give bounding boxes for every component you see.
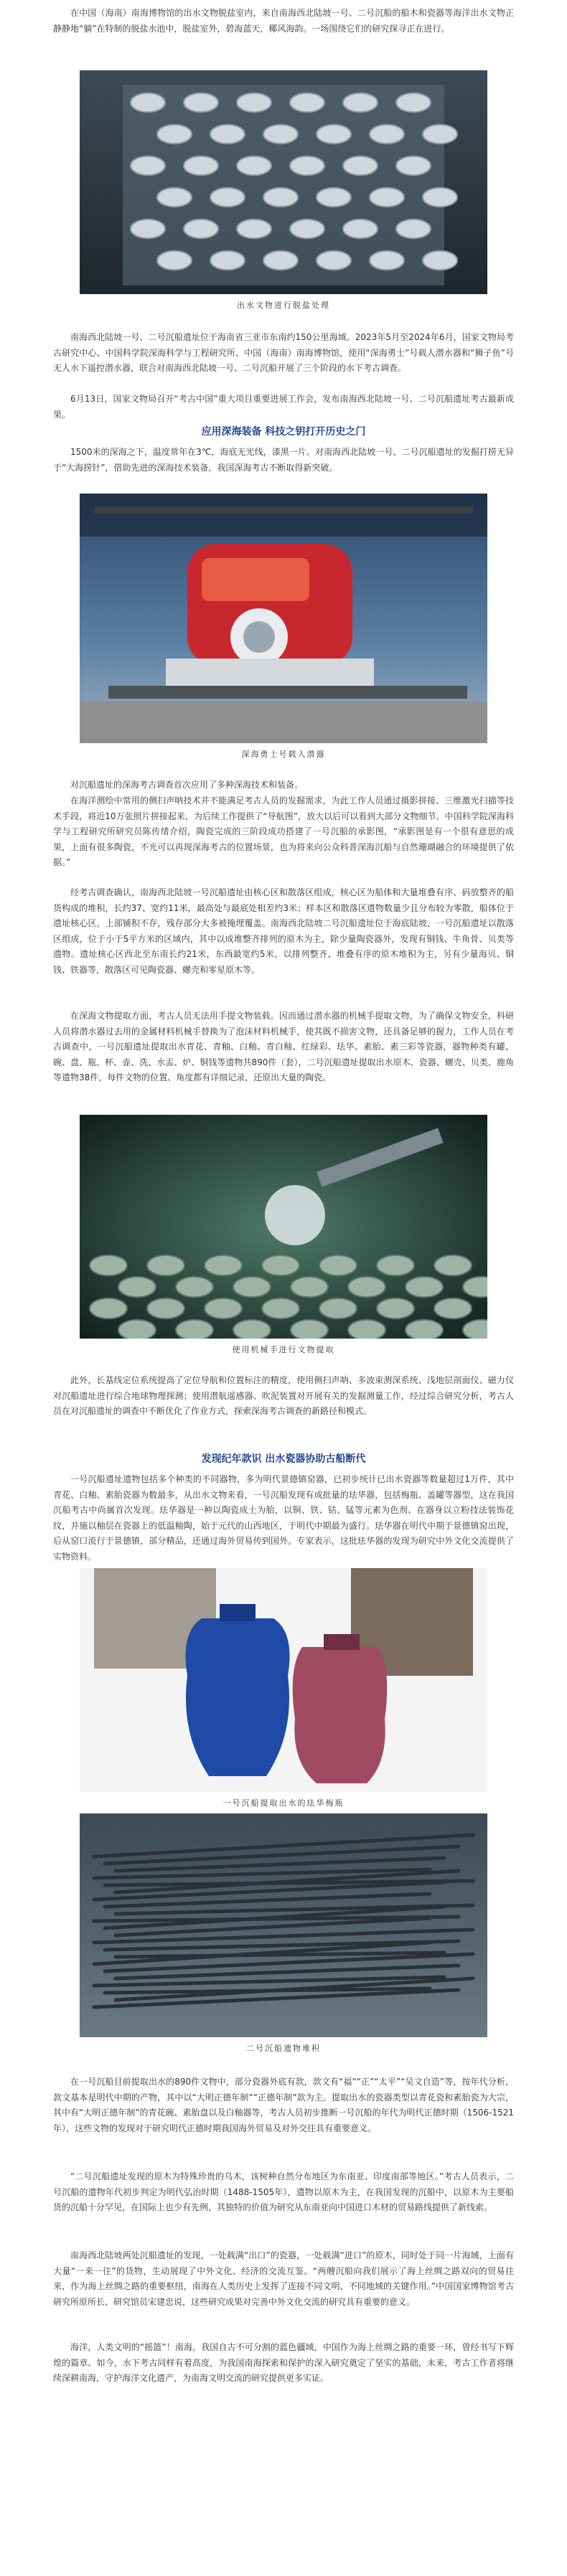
paragraph-conclusion: 海洋，人类文明的“摇篮”！南海，我国自古不可分割的蓝色疆域，中国作为海上丝绸之路的重要一环，曾经书写下辉煌的篇章。如今，水下考古同样有着高度，为我国南海探索和保护的深入研究奠定了坚实的基础，未来，考古工作者将继续深耕南海，守护海洋文化遗产，为南海文明交流的研究提供更多实证。 [53, 2342, 514, 2384]
paragraph-survey-methods: 此外，长基线定位系统提高了定位导航和位置标注的精度，使用侧扫声呐、多波束测深系统、浅地层剖面仪、磁力仪对沉船遗址进行综合地球物理探测；使用潜航遥感器、吹泥装置对开展有关的发掘测量工作，经过综合研究分析，考古人员在对沉船遗址的调查中不断优化了作业方式，探索深海考古调查的新路径和模式。 [53, 1375, 514, 1417]
paragraph-trade-exchange: 南海西北陆坡两处沉船遗址的发现，一处载满“出口”的瓷器，一处载满“进口”的原木，同时处于同一片海域，上面有大量“一来一往”的货物，生动展现了中外文化、经济的交流互鉴。“两艘沉船向我们展示了海上丝绸之路双向的贸易往来，作为海上丝绸之路的重要枢纽，南海在人类历史上发挥了连接不同文明、不同地域的关键作用。”中国国家博物馆考古研究所原所长、研究馆员宋建忠说，这些研究成果对完善中外文化交流的研究具有重要的意义。 [53, 2250, 514, 2307]
paragraph-intro: 在中国（海南）南海博物馆的出水文物脱盐室内，来自南海西北陆坡一号、二号沉船的船木和瓷器等海洋出水文物正静静地“躺”在特制的脱盐水池中，脱盐室外，碧海蓝天，椰风海韵。一场围绕它们的研究探寻正在进行。 [53, 8, 514, 34]
submersible-photo [80, 494, 487, 743]
caption-submersible: 深海勇士号载人潜器 [241, 750, 326, 759]
paragraph-fahua-ware: 一号沉船遗址遗物包括多个种类的不同器物，多为明代景德镇窑器，已初步统计已出水瓷器等数量超过1万件，其中青花、白釉、素胎瓷器为数最多，从出水文物来看，一号沉船发现有成批量的珐华器，包括梅瓶、盖罐等器型，这在我国沉船考古中尚属首次发现。珐华器是一种以陶瓷成土为胎，以铜、铁、钴、锰等元素为色剂、在器身以立粉技法装饰花纹，并施以釉层在瓷器上的低温釉陶，始于元代的山西地区，于明代中期最为盛行。珐华器在明代中期于景德镇窑出现，后从窑口流行于景德镇，部分精品，还通过海外贸易传到国外。专家表示，这批珐华器的发现为研究中外文化交流提供了实物资料。 [53, 1474, 514, 1562]
robotic-arm-image [80, 1115, 487, 1339]
caption-timber-pile: 二号沉船遗物堆积 [246, 2044, 321, 2053]
section-heading-deep-sea-equipment: 应用深海装备 科技之钥打开历史之门 [201, 426, 366, 438]
submersible-image [80, 494, 487, 743]
paragraph-site-location: 南海西北陆坡一号、二号沉船遗址位于海南省三亚市东南约150公里海域。2023年5月至2024年6月，国家文物局考古研究中心、中国科学院深海科学与工程研究所、中国（海南）南海博物馆，使用“深海勇士”号载人潜水器和“狮子鱼”号无人水下遥控潜水器，联合对南海西北陆坡一号、二号沉船开展了三个阶段的水下考古调查。 [53, 332, 514, 374]
robotic-arm-seabed-photo [80, 1115, 487, 1339]
paragraph-ebony-timber: “二号沉船遗址发现的原木为特殊珍贵的乌木，该树种自然分布地区为东南亚、印度南部等地区。”考古人员表示，二号沉船的遗物年代初步判定为明代弘治时期（1488-1505年），遗物以原木为主，在我国发现的沉船中，以原木为主要船货的沉船十分罕见，在国际上也少有先例，其独特的价值为研究从东南亚向中国进口木材的贸易路线提供了新线索。 [53, 2171, 514, 2213]
paragraph-inscriptions: 在一号沉船目前提取出水的890件文物中，部分瓷器外底有款，款文有“福”“正”“太平”“吴文自造”等，按年代分析，款文基本是明代中期的产物，其中以“大明正德年制”“正德年制”款为主。提取出水的瓷器类型以青花瓷和素胎瓷为大宗，其中有“大明正德年制”的青花碗、素胎盘以及白釉器等，考古人员初步推断一号沉船的年代为明代正德时期（1506-1521年），这些文物的发现对于研究明代正德时期我国海外贸易及对外交往具有重要意义。 [53, 2077, 514, 2133]
paragraph-announcement: 6月13日，国家文物局召开“考古中国”重大项目重要进展工作会，发布南海西北陆坡一号、二号沉船遗址考古最新成果。 [53, 394, 514, 420]
caption-desalination: 出水文物进行脱盐处理 [237, 301, 330, 310]
section-heading-dating: 发现纪年款识 出水瓷器协助古船断代 [201, 1453, 366, 1465]
desalination-tank-image [80, 70, 487, 294]
desalination-tank-photo [80, 70, 487, 294]
caption-fahua-vase: 一号沉船提取出水的珐华梅瓶 [222, 1798, 345, 1808]
timber-pile-image [80, 1813, 487, 2037]
paragraph-deep-sea: 1500米的深海之下，温度常年在3℃，海底无光线，漆黑一片。对南海西北陆坡一号、二号沉船遗址的发掘打捞无异于“大海捞针”，借助先进的深海技术装备，我国深海考古不断取得新突破。 [53, 447, 514, 473]
paragraph-site-composition: 经考古调查确认，南海西北陆坡一号沉船遗址由核心区和散落区组成，核心区为船体和大量堆叠有序、码放整齐的船货构成的堆积，长约37、宽约11米，最高处与最底处相差约3米；样本区和散落区遗物数量少且分布较为零散，船体位于遗址核心区，上部铺积不存，残存部分大多被掩埋覆盖。南海西北陆坡二号沉船遗址位于海底陆坡，一号沉船遗址以散落区组成，位于小于5平方米的区域内，其中以成堆整齐排列的原木为主，除少量陶瓷器外，发现有铜钱、牛角骨、贝类等遗物。遗址核心区西北至东南长约21米，东西最宽约5米，以排列整齐、堆叠有序的原木堆积为主，另有少量海贝、铜钱、铁器等，散落区可见陶瓷器、螺壳和零星原木等。 [53, 887, 514, 975]
fahua-vases-photo [80, 1568, 487, 1792]
timber-pile-seabed-photo [80, 1813, 487, 2037]
paragraph-technology: 对沉船遗址的深海考古调查首次应用了多种深海技术和装备。 [70, 780, 304, 790]
paragraph-photo-mosaic: 在海洋测绘中常用的侧扫声呐技术并不能满足考古人员的发掘需求，为此工作人员通过摄影拼接、三维激光扫描等技术手段，将近10万张照片拼接起来，为后续工作提供了“导航图”，放大以后可以看到大部分文物细节。中国科学院深海科学与工程研究所研究员陈传绪介绍，陶瓷完成的三阶段成功搭建了一号沉船的承影图，“承影图是有一个很有意思的成果，上面有很多陶瓷，不光可以再现深海考古的位置场景，也为将来向公众科普深海沉船与自然珊瑚融合的环境提供了依据。” [53, 796, 514, 868]
paragraph-artifact-extraction: 在深海文物提取方面，考古人员无法用手提文物装载。因而通过潜水器的机械手提取文物，为了确保文物安全，科研人员将潜水器过去用的金属材料机械手替换为了泡沫材料机械手，使其既不损害文物，还具备足够的握力，工作人员在考古调查中，一号沉船遗址提取出水青花、青釉、白釉、青白釉、红绿彩、珐华、素胎、素三彩等瓷器，器物种类有罐、碗、盘、瓶、杯、壶、洗、水盂、炉、铜钱等遗物共890件（套），二号沉船遗址提取出水原木、瓷器、螺壳、贝类、鹿角等遗物38件，每件文物的位置、角度都有详细记录，还原出大量的陶瓷。 [53, 1011, 514, 1083]
caption-robotic-arm: 使用机械手进行文物提取 [232, 1345, 335, 1354]
fahua-vases-image [80, 1568, 487, 1792]
